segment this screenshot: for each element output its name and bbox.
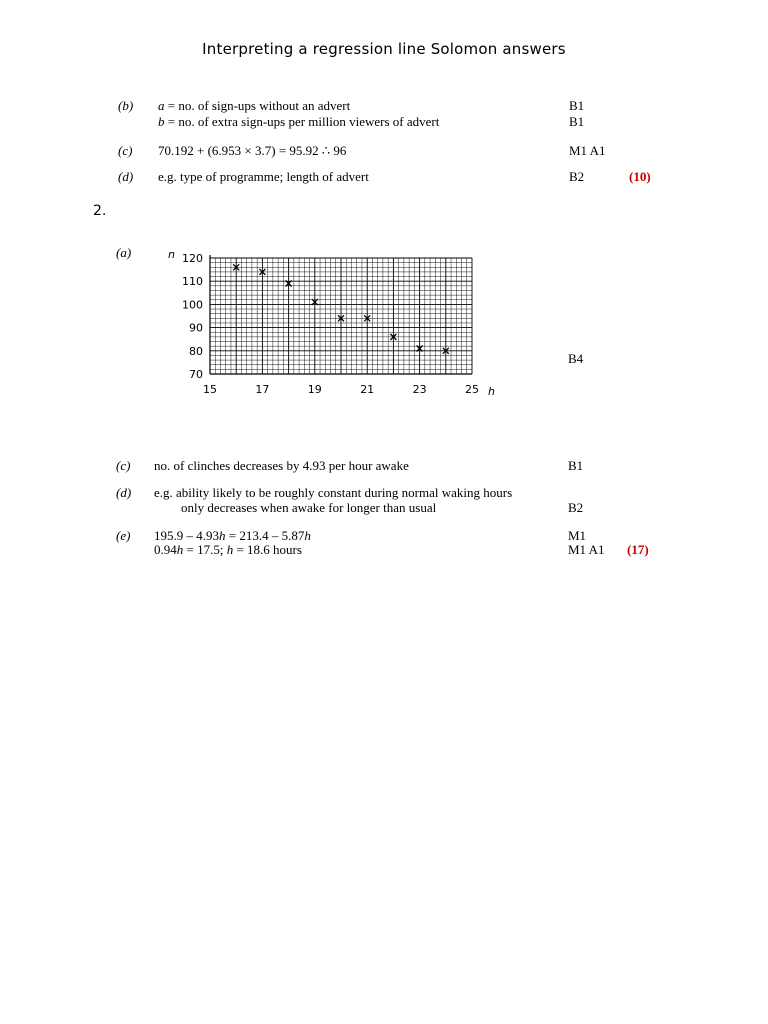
y-tick-label: 70 xyxy=(189,368,203,381)
part-label-b: (b) xyxy=(118,98,134,113)
mark-q1-c: M1 A1 xyxy=(569,143,606,158)
part-label-c: (c) xyxy=(116,458,131,473)
x-tick-label: 21 xyxy=(360,383,375,396)
part-label-c: (c) xyxy=(118,143,133,158)
q2-d-line1: e.g. ability likely to be roughly constant during normal waking hours xyxy=(154,485,513,500)
q1-c-text: 70.192 + (6.953 × 3.7) = 95.92 ∴ 96 xyxy=(158,143,347,158)
y-tick-label: 120 xyxy=(182,252,203,265)
mark-q1-b1: B1 xyxy=(569,98,585,113)
part-label-e: (e) xyxy=(116,528,131,543)
part-label-d: (d) xyxy=(116,485,132,500)
mark-q2-c: B1 xyxy=(568,458,584,473)
x-axis-label: h xyxy=(488,385,495,398)
part-label-d: (d) xyxy=(118,169,134,184)
y-tick-label: 110 xyxy=(182,275,203,289)
mark-q2-e1: M1 xyxy=(568,528,587,543)
x-tick-label: 17 xyxy=(255,383,270,396)
scatter-chart xyxy=(0,240,768,660)
mark-q2-d: B2 xyxy=(568,500,584,515)
total-q1: (10) xyxy=(629,169,651,184)
question-number-2: 2. xyxy=(93,203,107,219)
x-tick-label: 25 xyxy=(465,383,479,396)
q1-b-line1: a = no. of sign-ups without an advert xyxy=(158,98,351,113)
q2-c-text: no. of clinches decreases by 4.93 per hour awake xyxy=(154,458,409,473)
q2-d-line2: only decreases when awake for longer than usual xyxy=(181,500,437,515)
total-q2: (17) xyxy=(627,542,649,557)
chart-grid xyxy=(210,258,472,374)
y-tick-label: 90 xyxy=(189,321,203,335)
y-tick-label: 80 xyxy=(189,344,203,358)
part-label-a: (a) xyxy=(116,245,132,260)
q1-d-text: e.g. type of programme; length of advert xyxy=(158,169,369,184)
y-axis-label: n xyxy=(168,248,175,261)
mark-q2-a: B4 xyxy=(568,351,584,366)
x-tick-label: 23 xyxy=(412,383,427,396)
mark-q2-e2: M1 A1 xyxy=(568,542,605,557)
x-tick-label: 19 xyxy=(307,383,322,396)
q2-e-line1: 195.9 – 4.93h = 213.4 – 5.87h xyxy=(154,528,311,543)
mark-q1-d: B2 xyxy=(569,169,585,184)
mark-q1-b2: B1 xyxy=(569,114,585,129)
q1-b-line2: b = no. of extra sign-ups per million viewers of advert xyxy=(158,114,440,129)
page-title: Interpreting a regression line Solomon answers xyxy=(202,40,566,58)
y-tick-label: 100 xyxy=(182,298,203,312)
q2-e-line2: 0.94h = 17.5; h = 18.6 hours xyxy=(154,542,302,557)
x-tick-label: 15 xyxy=(203,383,217,396)
